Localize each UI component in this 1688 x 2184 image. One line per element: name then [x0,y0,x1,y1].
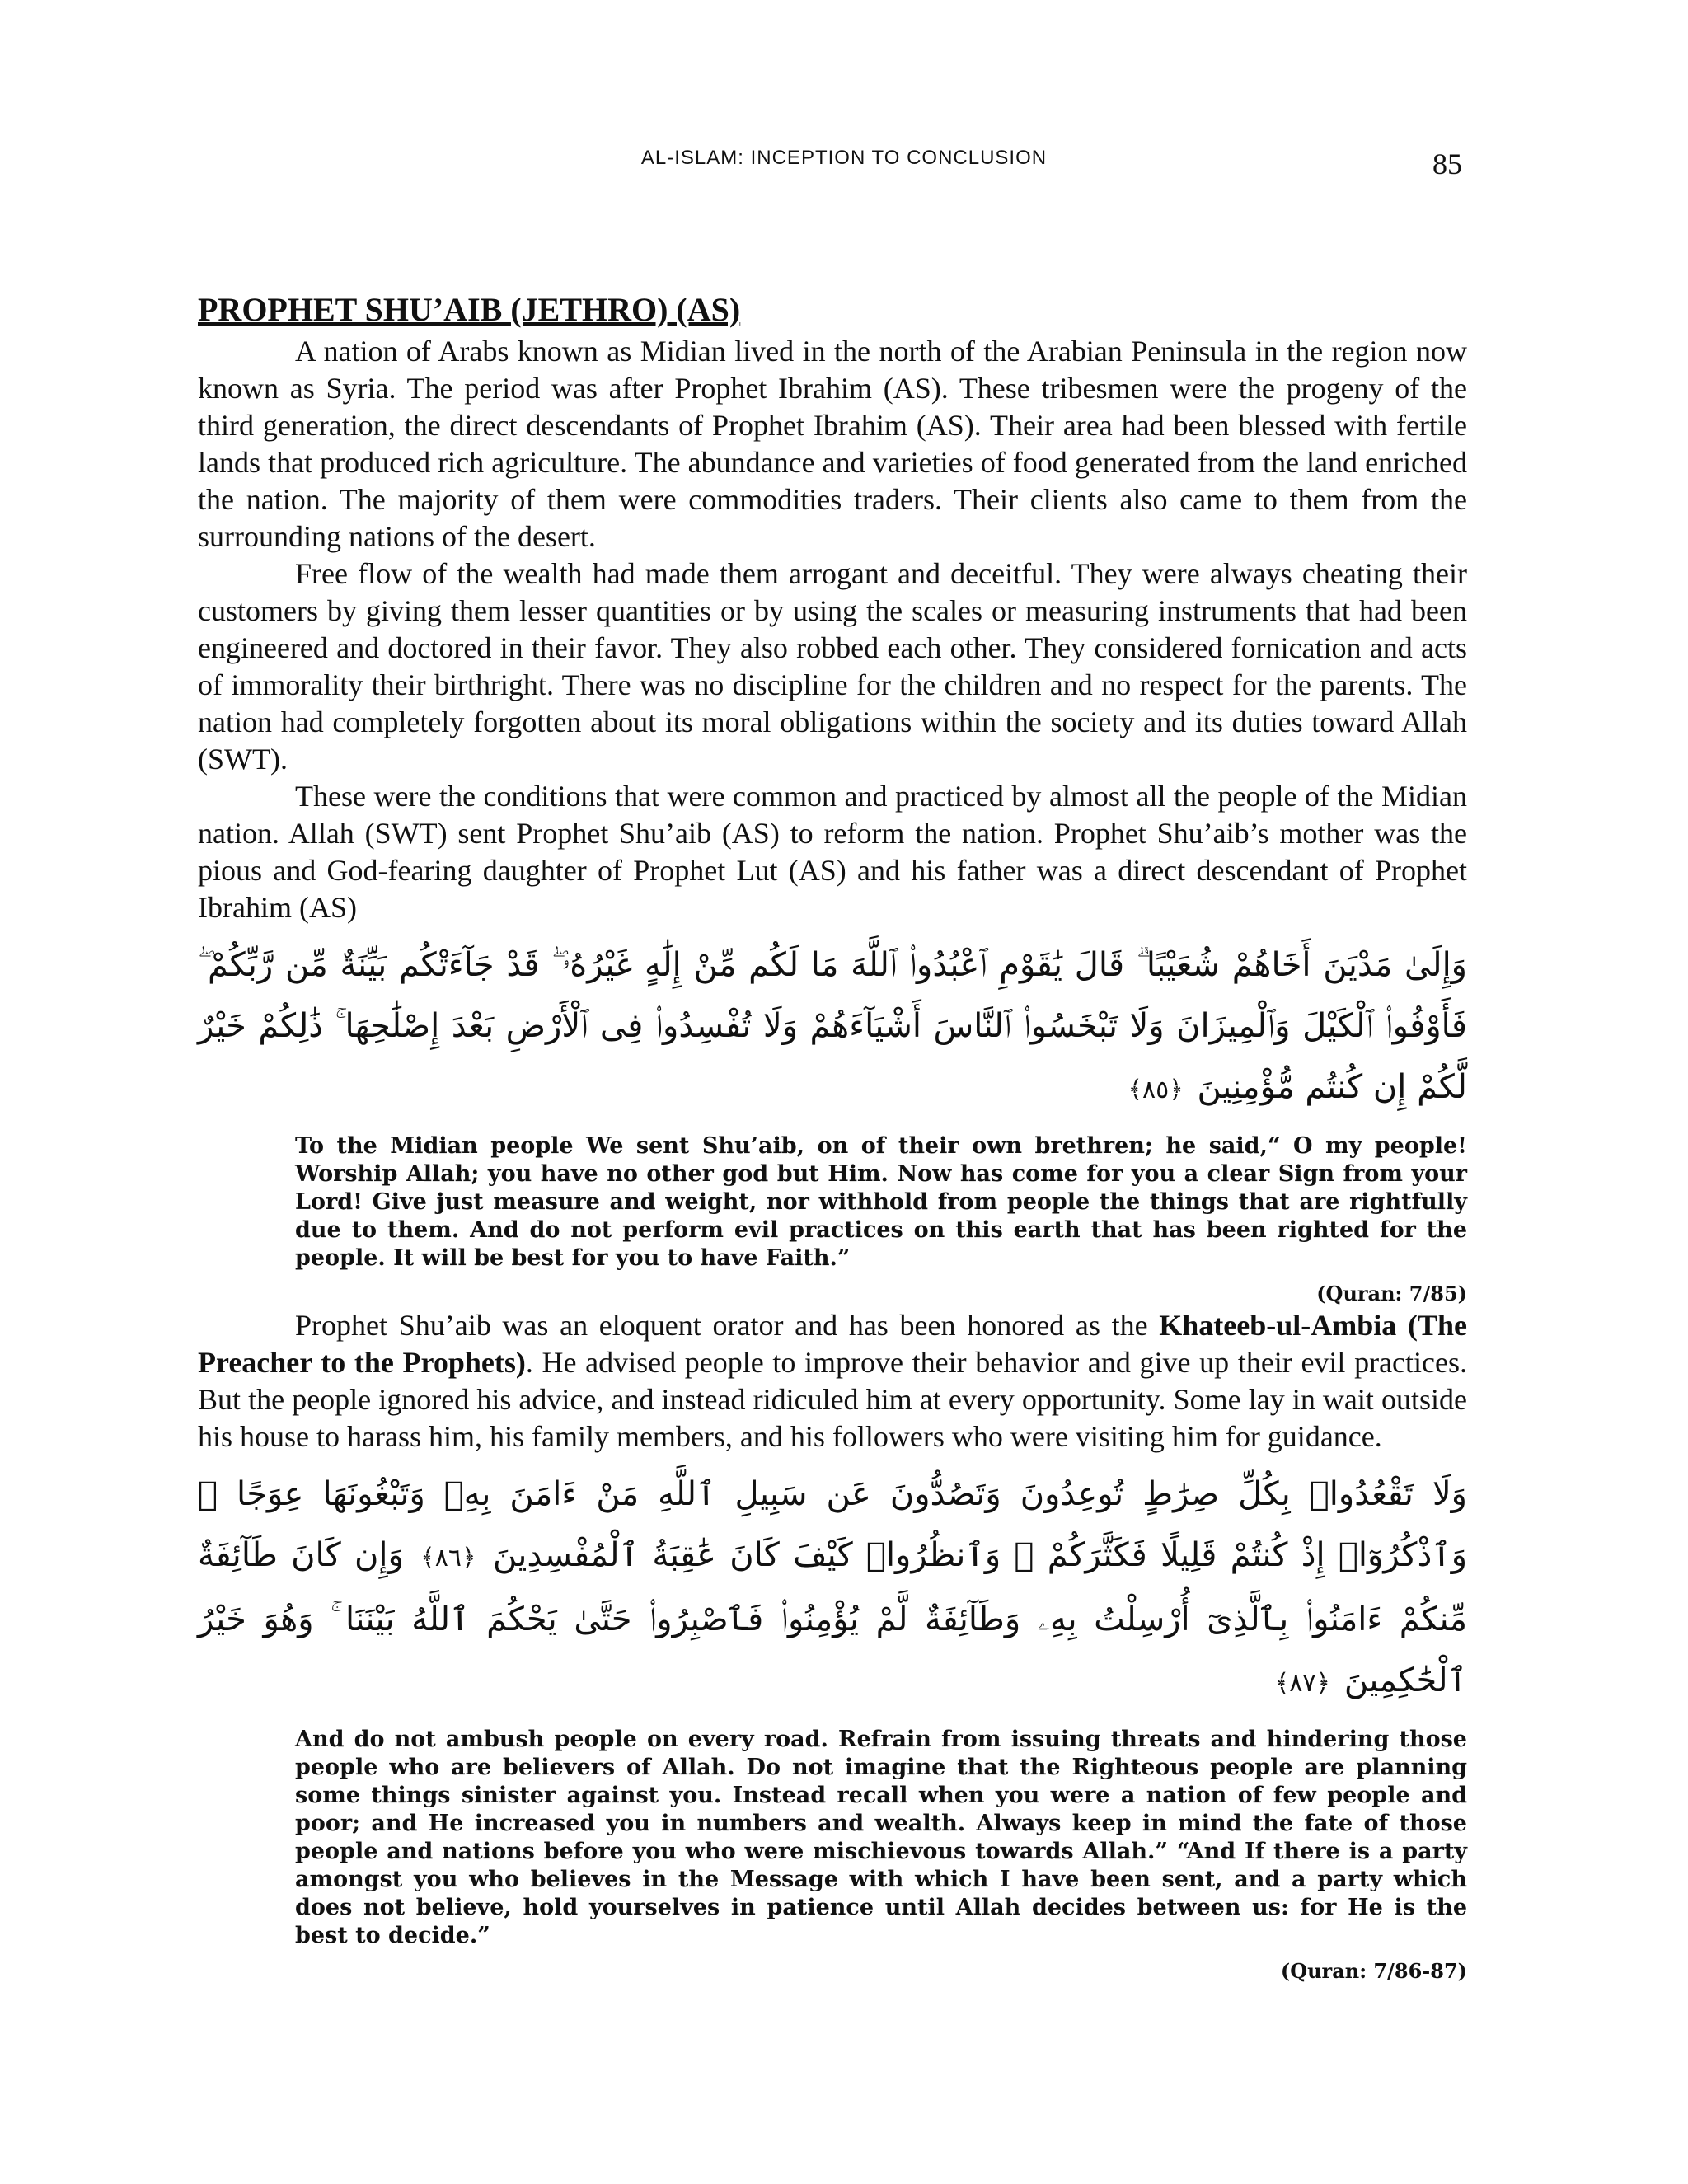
page-number: 85 [1432,148,1462,180]
paragraph-1: A nation of Arabs known as Midian lived in the north of the Arabian Peninsula in the region now known as Syria. The period was after Prophet Ibrahim (AS). These tribesmen were the progeny of the third generation, the direct descendants of Prophet Ibrahim (AS). Their area had been blessed with fertile lands that produced rich agriculture. The abundance and varieties of food generated from the land enriched the nation. The majority of them were commodities traders. Their clients also came to them from the surrounding nations of the desert. [198,335,1467,553]
paragraph-3: These were the conditions that were common and practiced by almost all the people of the Midian nation. Allah (SWT) sent Prophet Shu’aib (AS) to reform the nation. Prophet Shu’aib’s mother was the pious and God-fearing daughter of Prophet Lut (AS) and his father was a direct descendant of Prophet Ibrahim (AS) [198,780,1467,924]
verse-number: ٨٥ [1142,1076,1170,1104]
section-title: PROPHET SHU’AIB (JETHRO) (AS) [198,291,741,328]
main-content [198,290,1467,1985]
arabic-verse-text: وَإِلَىٰ مَدْيَنَ أَخَاهُمْ شُعَيْبًا ۗ قَالَ يَٰقَوْمِ ٱعْبُدُوا۟ ٱللَّهَ مَا لَكُم مِّنْ إِلَٰهٍ غَيْرُهُۥ ۖ قَدْ جَآءَتْكُم بَيِّنَةٌ مِّن رَّبِّكُمْ ۖ فَأَوْفُوا۟ ٱلْكَيْلَ وَٱلْمِيزَانَ وَلَا تَبْخَسُوا۟ ٱلنَّاسَ أَشْيَآءَهُمْ وَلَا تُفْسِدُوا۟ فِى ٱلْأَرْضِ بَعْدَ إِصْلَٰحِهَا ۚ ذَٰلِكُمْ خَيْرٌ لَّكُمْ إِن كُنتُم مُّؤْمِنِينَ [198,946,1467,1106]
verse-translation-86-87: And do not ambush people on every road. Refrain from issuing threats and hindering those people who are believers of Allah. Do not imagine that the Righteous people are planning some things sinister against you. Instead recall when you were a nation of few people and poor; and He increased you in numbers and wealth. Always keep in mind the fate of those people and nations before you who were mischievous towards Allah.” “And If there is a party amongst you who believes in the Message with which I have been sent, and a party which does not believe, hold yourselves in patience until Allah decides between us: for He is the best to decide.” [295,1727,1467,1948]
paragraph-4-bold-title: Khateeb-ul-Ambia (The Preacher to the Prophets) [198,1309,1467,1379]
verse-number-mark: ﴿٨٥﴾ [1128,1076,1184,1104]
quran-verse-arabic-86-87 [198,1464,1467,1714]
verse-number-mark-87: ﴿٨٧﴾ [1274,1669,1331,1698]
arabic-verse-text-87: وَإِن كَانَ طَآئِفَةٌ مِّنكُمْ ءَامَنُوا۟ بِٱلَّذِىٓ أُرْسِلْتُ بِهِۦ وَطَآئِفَةٌ لَّمْ يُؤْمِنُوا۟ فَٱصْبِرُوا۟ حَتَّىٰ يَحْكُمَ ٱللَّهُ بَيْنَنَا ۚ وَهُوَ خَيْرُ ٱلْحَٰكِمِينَ [198,1536,1467,1699]
verse-translation-85: To the Midian people We sent Shu’aib, on of their own brethren; he said,“ O my people! Worship Allah; you have no other god but Him. Now has come for you a clear Sign from your Lord! Give just measure and weight, nor withhold from people the things that are rightfully due to them. And do not perform evil practices on this earth that has been righted for the people. It will be best for you to have Faith.” [295,1133,1467,1271]
verse-number-87: ٨٧ [1289,1669,1316,1698]
paragraph-4 [198,1307,1467,1455]
quran-verse-arabic-85 [198,935,1467,1121]
quran-citation-85: (Quran: 7/85) [1316,1282,1467,1305]
running-header: AL-ISLAM: INCEPTION TO CONCLUSION [640,147,1048,169]
arabic-verse-text-86: وَلَا تَقْعُدُوا۟ بِكُلِّ صِرَٰطٍ تُوعِدُونَ وَتَصُدُّونَ عَن سَبِيلِ ٱللَّهِ مَنْ ءَامَنَ بِهِۦ وَتَبْغُونَهَا عِوَجًا ۚ وَٱذْكُرُوٓا۟ إِذْ كُنتُمْ قَلِيلًا فَكَثَّرَكُمْ ۖ وَٱنظُرُوا۟ كَيْفَ كَانَ عَٰقِبَةُ ٱلْمُفْسِدِينَ [198,1475,1468,1574]
paragraph-4-rest: . He advised people to improve their behavior and give up their evil practices. But the people ignored his advice, and instead ridiculed him at every opportunity. Some lay in wait outside his house to harass him, his family members, and his followers who were visiting him for guidance. [198,1346,1468,1453]
paragraph-4-lead: Prophet Shu’aib was an eloquent orator and has been honored as the [295,1309,1160,1342]
verse-number-mark-86: ﴿٨٦﴾ [420,1544,476,1572]
verse-number-86: ٨٦ [434,1544,462,1572]
quran-citation-86-87: (Quran: 7/86-87) [1280,1959,1467,1983]
paragraph-2: Free flow of the wealth had made them arrogant and deceitful. They were always cheating their customers by giving them lesser quantities or by using the scales or measuring instruments that had been engineered and doctored in their favor. They also robbed each other. They considered fornication and acts of immorality their birthright. There was no discipline for the children and no respect for the parents. The nation had completely forgotten about its moral obligations within the society and its duties toward Allah (SWT). [198,557,1467,776]
